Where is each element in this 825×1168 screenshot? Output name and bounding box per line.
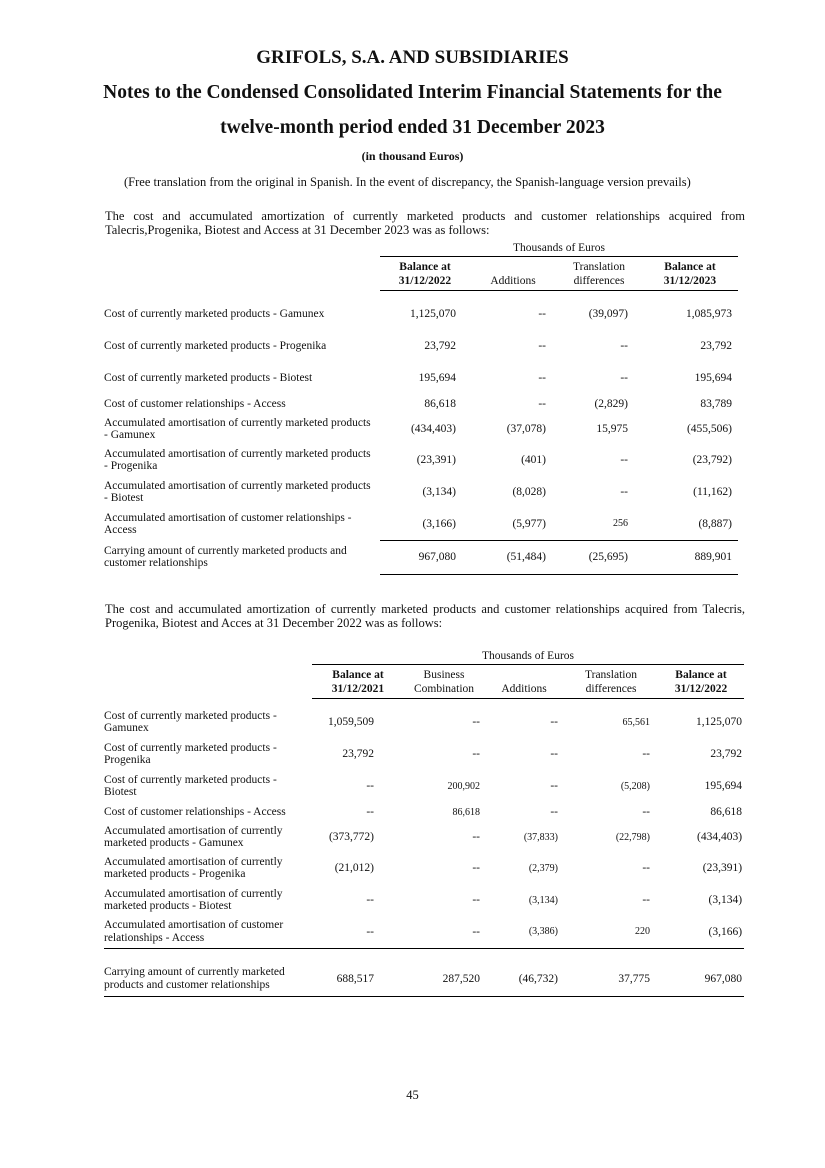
table-row: Cost of customer relationships - Access 86,618 -- (2,829) 83,789 bbox=[104, 397, 732, 410]
intro-2022: The cost and accumulated amortization of currently marketed products and customer relationships acquired from Talecris, Progenika, Biotest and Acces at 31 December 2022 was as follows: bbox=[105, 602, 745, 630]
group-header-2022: Thousands of Euros bbox=[312, 650, 744, 664]
company-title: GRIFOLS, S.A. AND SUBSIDIARIES bbox=[256, 47, 569, 68]
table-row: Cost of customer relationships - Access -- 86,618 -- -- 86,618 bbox=[104, 805, 743, 818]
table-row: Cost of currently marketed products - Biotest -- 200,902 -- (5,208) 195,694 bbox=[104, 773, 743, 798]
statement-title-line1: Notes to the Condensed Consolidated Interim Financial Statements for the bbox=[103, 82, 722, 103]
page-number: 45 bbox=[406, 1088, 419, 1102]
col-header-balance-2023: Balance at 31/12/2023 bbox=[642, 256, 738, 290]
table-row: Accumulated amortisation of currently marketed products - Progenika (23,391) (401) -- (23,792) bbox=[104, 447, 732, 472]
group-header-2023: Thousands of Euros bbox=[380, 242, 738, 256]
statement-title-line2: twelve-month period ended 31 December 2023 bbox=[220, 117, 605, 138]
table-row: Accumulated amortisation of customer relationships - Access (3,166) (5,977) 256 (8,887) bbox=[104, 511, 732, 536]
table-row: Cost of currently marketed products - Gamunex 1,125,070 -- (39,097) 1,085,973 bbox=[104, 307, 732, 320]
intro-2023: The cost and accumulated amortization of currently marketed products and customer relationships acquired from Talecris,Progenika, Biotest and Access at 31 December 2023 was as follows: bbox=[105, 209, 745, 237]
units-note: (in thousand Euros) bbox=[361, 149, 464, 163]
table-row: Cost of currently marketed products - Gamunex 1,059,509 -- -- 65,561 1,125,070 bbox=[104, 709, 743, 734]
table-row: Cost of currently marketed products - Progenika 23,792 -- -- -- 23,792 bbox=[104, 741, 743, 766]
col-header-translation-2022: Translation differences bbox=[564, 664, 658, 698]
table-row-total: Carrying amount of currently marketed products and customer relationships 967,080 (51,484) (25,695) 889,901 bbox=[104, 540, 738, 574]
col-header-balance-2022b: Balance at 31/12/2022 bbox=[658, 664, 744, 698]
table-row: Accumulated amortisation of customer relationships - Access -- -- (3,386) 220 (3,166) bbox=[104, 919, 743, 944]
table-row: Cost of currently marketed products - Progenika 23,792 -- -- 23,792 bbox=[104, 339, 732, 352]
table-row: Accumulated amortisation of currently marketed products - Progenika (21,012) -- (2,379) -- (23,391) bbox=[104, 855, 743, 880]
table-row: Accumulated amortisation of currently marketed products - Gamunex (373,772) -- (37,833) (22,798) (434,403) bbox=[104, 824, 743, 849]
table-2022-body bbox=[104, 698, 744, 997]
table-2023 bbox=[104, 242, 738, 575]
table-2023-body bbox=[104, 290, 738, 574]
table-row: Accumulated amortisation of currently marketed products - Biotest (3,134) (8,028) -- (11,162) bbox=[104, 479, 732, 504]
col-header-balance-2022: Balance at 31/12/2022 bbox=[380, 256, 470, 290]
col-header-business-combination: Business Combination bbox=[404, 664, 484, 698]
col-header-additions: Additions bbox=[470, 256, 556, 290]
table-row: Accumulated amortisation of currently marketed products - Gamunex (434,403) (37,078) 15,975 (455,506) bbox=[104, 416, 732, 441]
translation-note: (Free translation from the original in Spanish. In the event of discrepancy, the Spanish-language version prevails) bbox=[124, 175, 691, 189]
table-2022 bbox=[104, 650, 744, 997]
table-row: Accumulated amortisation of currently marketed products - Biotest -- -- (3,134) -- (3,134) bbox=[104, 887, 743, 912]
col-header-translation: Translation differences bbox=[556, 256, 642, 290]
col-header-balance-2021: Balance at 31/12/2021 bbox=[312, 664, 404, 698]
table-row: Cost of currently marketed products - Biotest 195,694 -- -- 195,694 bbox=[104, 371, 732, 384]
col-header-additions-2022: Additions bbox=[484, 664, 564, 698]
table-row-total: Carrying amount of currently marketed products and customer relationships 688,517 287,520 (46,732) 37,775 967,080 bbox=[104, 966, 743, 991]
